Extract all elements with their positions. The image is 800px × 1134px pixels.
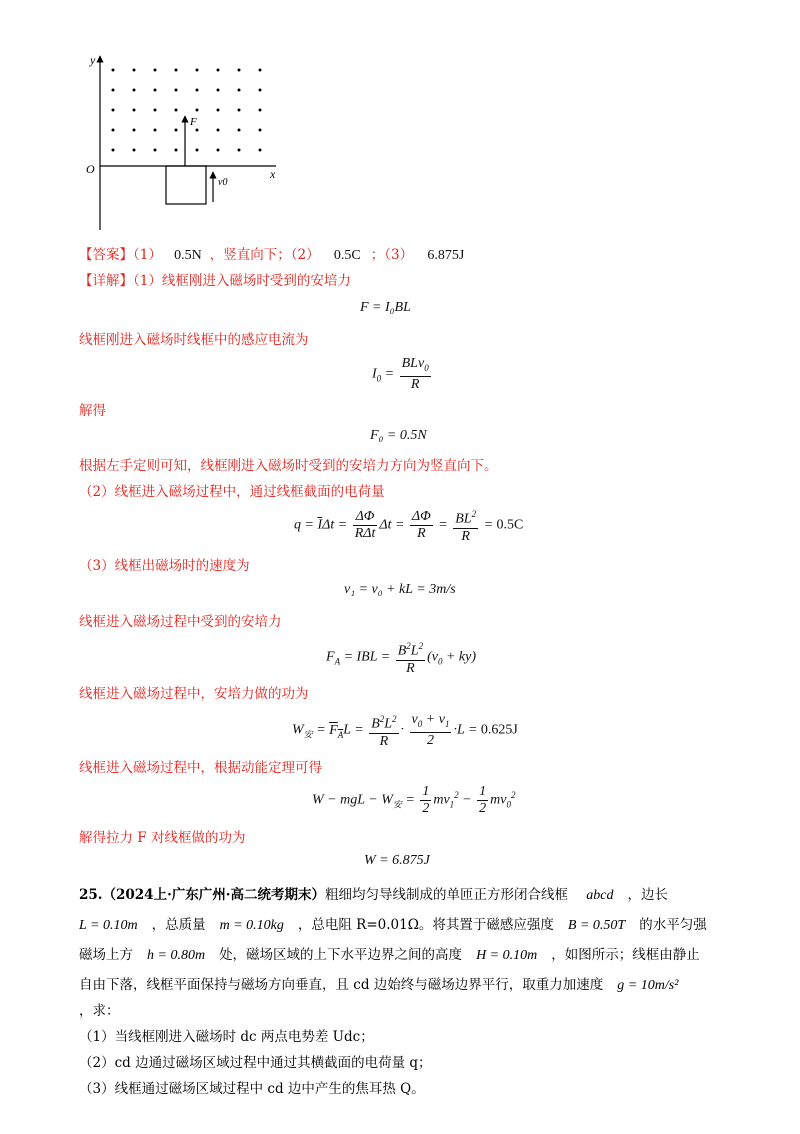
field-dot <box>259 109 262 112</box>
field-dot <box>133 89 136 92</box>
detail-line-9: 线框进入磁场过程中，根据动能定理可得 <box>79 760 322 776</box>
field-dot <box>217 69 220 72</box>
detail-tag: 【详解】 <box>79 273 133 289</box>
detail-line-3: 解得 <box>79 403 106 419</box>
field-dot <box>238 149 241 152</box>
field-dot <box>112 69 115 72</box>
question-line-2: L = 0.10m ，总质量 m = 0.10kg ，总电阻 R=0.01Ω。将其置于磁感应强度 B = 0.50T 的水平匀强 <box>79 917 707 933</box>
answer-value-1: 0.5N <box>174 248 202 263</box>
field-dot <box>175 129 178 132</box>
velocity-label: v0 <box>218 177 228 188</box>
origin-label: O <box>86 162 95 176</box>
detail-line-8: 线框进入磁场过程中，安培力做的功为 <box>79 686 309 702</box>
field-dots <box>112 69 262 152</box>
detail-line-6: （3）线框出磁场时的速度为 <box>79 558 250 574</box>
field-dot <box>238 69 241 72</box>
answer-value-2: 0.5C <box>333 248 361 263</box>
field-dot <box>175 69 178 72</box>
field-dot <box>259 69 262 72</box>
field-dot <box>133 149 136 152</box>
field-dot <box>238 109 241 112</box>
question-source: （2024上·广东广州·高二统考期末） <box>102 887 325 903</box>
question-number: 25. <box>79 887 103 903</box>
equation-9: W = 6.875J <box>364 853 430 868</box>
detail-line-10: 解得拉力 F 对线框做的功为 <box>79 830 246 846</box>
field-dot <box>154 109 157 112</box>
field-dot <box>112 129 115 132</box>
field-dot <box>217 149 220 152</box>
equation-3: F₀ = 0.5N <box>370 428 427 443</box>
field-dot <box>133 69 136 72</box>
field-dot <box>133 129 136 132</box>
field-dot <box>217 109 220 112</box>
sub-question-3: （3）线框通过磁场区域过程中 cd 边中产生的焦耳热 Q。 <box>79 1081 425 1097</box>
detail-line-2: 线框刚进入磁场时线框中的感应电流为 <box>79 332 309 348</box>
answer-value-3: 6.875J <box>427 248 465 263</box>
field-dot <box>196 89 199 92</box>
field-dot <box>259 89 262 92</box>
equation-5: v₁ = v₀ + kL = 3m/s <box>344 582 456 597</box>
equation-8: W − mgL − $W_安$ = $\frac{1}{2}$ $mv_1^2$ − $\frac{1}{2}$ $mv_0^2$ <box>312 784 516 816</box>
x-axis-label: x <box>270 167 276 181</box>
field-dot <box>154 149 157 152</box>
field-dot <box>217 129 220 132</box>
field-dot <box>259 149 262 152</box>
field-dot <box>238 129 241 132</box>
answer-tag: 【答案】 <box>79 247 133 263</box>
detail-line-1: 【详解】（1）线框刚进入磁场时受到的安培力 <box>79 273 351 289</box>
field-dot <box>154 89 157 92</box>
equation-7: $W_安 = F_AL$ = $\frac{B^2L^2}{R}$ · $\frac{v_0 + v_1}{2}$ ·L = 0.625J <box>292 711 518 749</box>
sub-question-1: （1）当线框刚进入磁场时 dc 两点电势差 Udc； <box>79 1029 374 1045</box>
question-line-4: 自由下落，线框平面保持与磁场方向垂直，且 cd 边始终与磁场边界平行，取重力加速度 g = 10m/s² <box>79 977 679 993</box>
y-axis-label: y <box>90 53 96 67</box>
question-line-5: ，求： <box>79 1003 120 1019</box>
field-dot <box>175 89 178 92</box>
question-line-1: 25.（2024上·广东广州·高二统考期末）粗细均匀导线制成的单匝正方形闭合线框 abcd ，边长 <box>79 887 668 903</box>
sub-question-2: （2）cd 边通过磁场区域过程中通过其横截面的电荷量 q； <box>79 1055 432 1071</box>
field-dot <box>112 109 115 112</box>
field-dot <box>196 149 199 152</box>
field-dot <box>238 89 241 92</box>
field-dot <box>175 149 178 152</box>
field-dot <box>154 129 157 132</box>
field-dot <box>112 89 115 92</box>
field-dot <box>175 109 178 112</box>
equation-4: $q = \overline{I}\Delta t$ = $\frac{\Delta\Phi}{\text{RΔt}}$ Δt = $\frac{\Delta\Phi}{R}$ = $\frac{BL^2}{R}$ = 0.5C <box>294 506 523 545</box>
force-label: F <box>190 116 197 128</box>
field-dot <box>154 69 157 72</box>
equation-1: F = I₀BL <box>360 300 411 315</box>
magnetic-field-figure <box>80 50 280 235</box>
field-dot <box>259 129 262 132</box>
field-dot <box>133 109 136 112</box>
detail-line-4: 根据左手定则可知，线框刚进入磁场时受到的安培力方向为竖直向下。 <box>79 458 498 474</box>
detail-line-7: 线框进入磁场过程中受到的安培力 <box>79 614 282 630</box>
field-dot <box>217 89 220 92</box>
equation-6: $F_A$ = IBL = $\frac{B^2L^2}{R}$ $(v_0 + ky)$ <box>326 638 476 677</box>
answer-line: 【答案】（1） 0.5N ，竖直向下；（2） 0.5C ；（3） 6.875J <box>79 247 465 263</box>
field-dot <box>112 149 115 152</box>
square-loop <box>166 166 206 204</box>
detail-line-5: （2）线框进入磁场过程中，通过线框截面的电荷量 <box>79 484 385 500</box>
field-dot <box>196 129 199 132</box>
field-dot <box>196 69 199 72</box>
question-line-3: 磁场上方 h = 0.80m 处，磁场区域的上下水平边界之间的高度 H = 0.10m ，如图所示；线框由静止 <box>79 947 700 963</box>
equation-2: $I_0$ = $\frac{BLv_0}{R}$ <box>372 356 429 392</box>
field-dot <box>196 109 199 112</box>
